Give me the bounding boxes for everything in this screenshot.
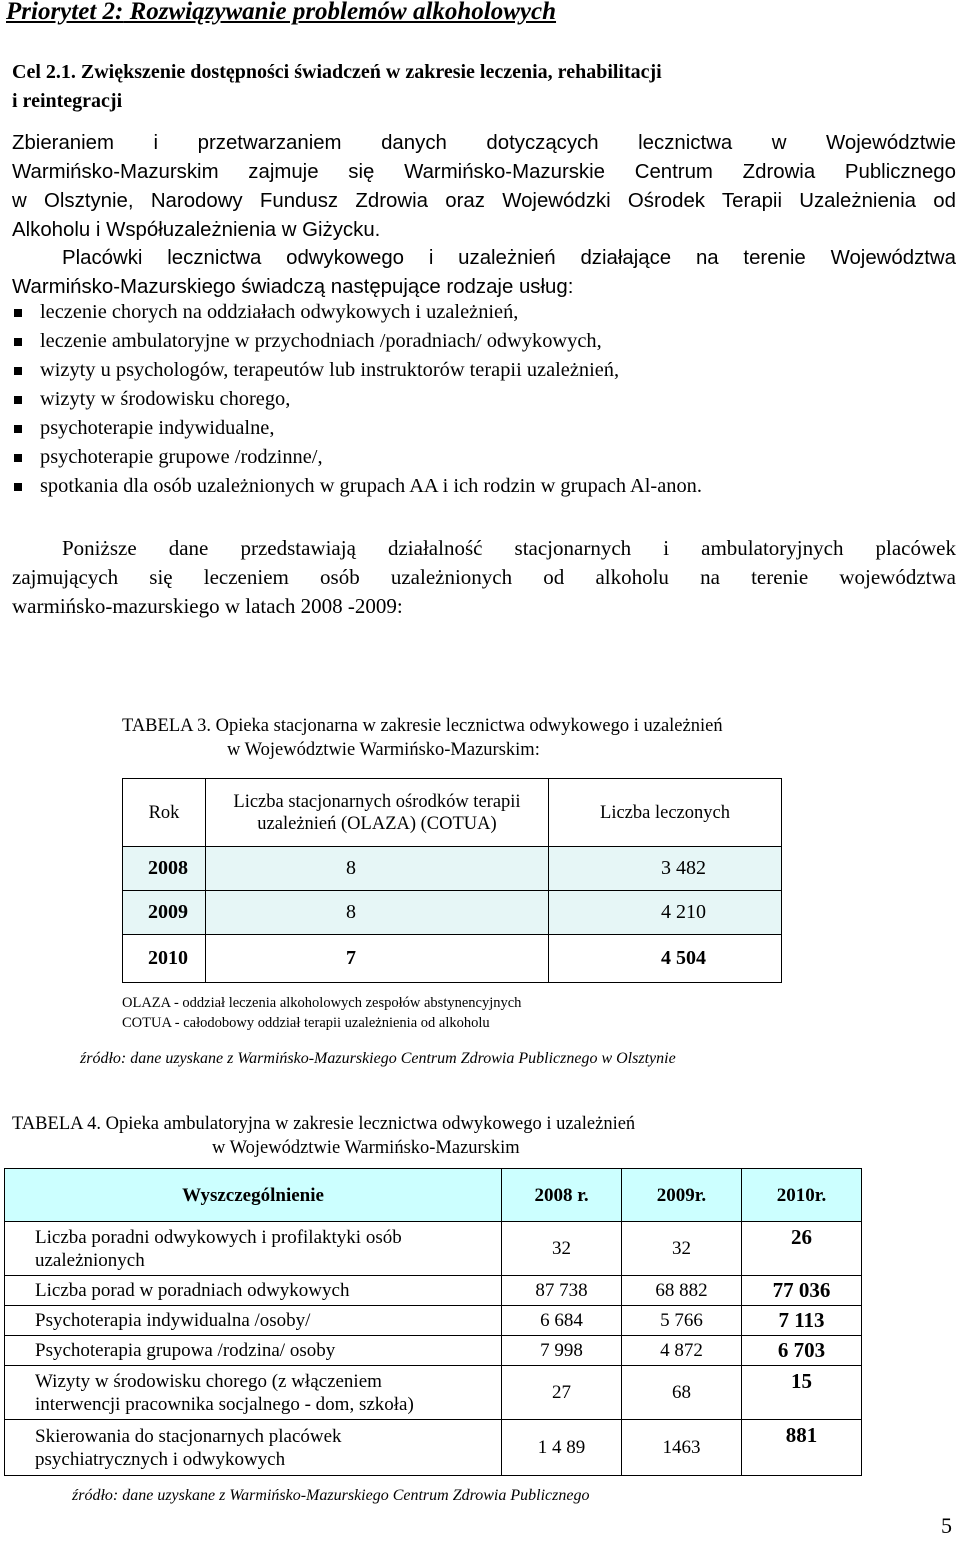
heading-title: Rozwiązywanie problemów alkoholowych	[123, 0, 557, 25]
table-row	[123, 847, 782, 891]
list-item: wizyty u psychologów, terapeutów lub instruktorów terapii uzależnień,	[12, 356, 702, 385]
row-label-line-2: uzależnionych	[35, 1249, 145, 1271]
table3-source: źródło: dane uzyskane z Warmińsko-Mazurskiego Centrum Zdrowia Publicznego w Olsztynie	[80, 1050, 676, 1067]
cell-2010: 77 036	[741, 1276, 861, 1306]
table4-caption-line-2: w Województwie Warmińsko-Mazurskim	[212, 1138, 520, 1158]
table4-source: źródło: dane uzyskane z Warmińsko-Mazurskiego Centrum Zdrowia Publicznego	[72, 1487, 590, 1504]
services-intro-line: Warmińsko-Mazurskiego świadczą następujące rodzaje usług:	[12, 276, 574, 298]
heading-prefix: Priorytet 2:	[6, 0, 124, 25]
list-item: leczenie chorych na oddziałach odwykowych i uzależnień,	[12, 298, 702, 327]
table3-caption-line-2: w Województwie Warmińsko-Mazurskim:	[227, 740, 540, 760]
intro-line: Warmińsko-Mazurskim zajmuje się Warmińsko-Mazurskie Centrum Zdrowia Publicznego	[12, 161, 956, 183]
data-intro-line: zajmujących się leczeniem osób uzależnionych od alkoholu na terenie województwa	[12, 565, 956, 589]
table-header-row	[5, 1169, 862, 1222]
cell-2010: 6 703	[741, 1336, 861, 1366]
row-label: Psychoterapia grupowa /rodzina/ osoby	[5, 1336, 502, 1366]
cell-year: 2009	[123, 891, 206, 935]
table3-caption-line-1: TABELA 3. Opieka stacjonarna w zakresie lecznictwa odwykowego i uzależnień	[122, 716, 723, 736]
cell-year: 2010	[123, 935, 206, 983]
header-item: Wyszczególnienie	[5, 1169, 502, 1222]
table4-caption	[12, 1112, 635, 1160]
header-centers-line-1: Liczba stacjonarnych ośrodków terapii	[233, 791, 521, 812]
data-intro-line: Poniższe dane przedstawiają działalność stacjonarnych i ambulatoryjnych placówek	[62, 536, 956, 560]
row-label-line-2: psychiatrycznych i odwykowych	[35, 1448, 286, 1470]
row-label-line-1: Liczba poradni odwykowych i profilaktyki osób	[35, 1226, 402, 1248]
cell-2009: 1463	[621, 1420, 741, 1476]
intro-line: Alkoholu i Współuzależnienia w Giżycku.	[12, 219, 381, 241]
data-intro-line: warmińsko-mazurskiego w latach 2008 -2009:	[12, 594, 403, 618]
table3-notes	[122, 993, 521, 1033]
cell-centers: 7	[206, 935, 549, 983]
list-item: leczenie ambulatoryjne w przychodniach /poradniach/ odwykowych,	[12, 327, 702, 356]
intro-line: Zbieraniem i przetwarzaniem danych dotyczących lecznictwa w Województwie	[12, 132, 956, 154]
services-list	[12, 298, 702, 501]
cell-2009: 32	[621, 1222, 741, 1276]
table-row	[123, 935, 782, 983]
table-row	[5, 1336, 862, 1366]
goal-line-1: Cel 2.1. Zwiększenie dostępności świadczeń w zakresie leczenia, rehabilitacji	[12, 61, 662, 83]
cell-2008: 87 738	[502, 1276, 622, 1306]
goal-line-2: i reintegracji	[12, 90, 123, 112]
cell-2010: 15	[741, 1366, 861, 1420]
header-2010: 2010r.	[741, 1169, 861, 1222]
row-label-line-1: Skierowania do stacjonarnych placówek	[35, 1425, 342, 1447]
table-row	[5, 1420, 862, 1476]
table3-inpatient-care	[122, 778, 782, 983]
cell-2009: 5 766	[621, 1306, 741, 1336]
cell-2009: 68	[621, 1366, 741, 1420]
header-centers	[206, 779, 549, 847]
cell-2009: 68 882	[621, 1276, 741, 1306]
row-label-line-1: Wizyty w środowisku chorego (z włączeniem	[35, 1370, 382, 1392]
goal-title	[12, 58, 912, 116]
cell-year: 2008	[123, 847, 206, 891]
cell-2010: 26	[741, 1222, 861, 1276]
row-label	[5, 1366, 502, 1420]
cell-2008: 32	[502, 1222, 622, 1276]
table4-caption-line-1: TABELA 4. Opieka ambulatoryjna w zakresie lecznictwa odwykowego i uzależnień	[12, 1114, 636, 1134]
cell-treated: 3 482	[549, 847, 782, 891]
cell-treated: 4 210	[549, 891, 782, 935]
table3-caption	[122, 714, 723, 762]
row-label: Psychoterapia indywidualna /osoby/	[5, 1306, 502, 1336]
cell-2010: 7 113	[741, 1306, 861, 1336]
services-intro-line: Placówki lecznictwa odwykowego i uzależnień działające na terenie Województwa	[62, 247, 956, 269]
table-row	[5, 1306, 862, 1336]
header-treated: Liczba leczonych	[549, 779, 782, 847]
row-label: Liczba porad w poradniach odwykowych	[5, 1276, 502, 1306]
table-row	[5, 1222, 862, 1276]
cell-centers: 8	[206, 891, 549, 935]
header-centers-line-2: uzależnień (OLAZA) (COTUA)	[257, 813, 497, 834]
list-item: psychoterapie indywidualne,	[12, 414, 702, 443]
header-year: Rok	[123, 779, 206, 847]
cell-2010: 881	[741, 1420, 861, 1476]
cell-treated: 4 504	[549, 935, 782, 983]
services-intro-paragraph	[12, 244, 956, 302]
cell-2008: 6 684	[502, 1306, 622, 1336]
table-row	[123, 891, 782, 935]
row-label	[5, 1420, 502, 1476]
table-row	[5, 1366, 862, 1420]
cell-2008: 1 4 89	[502, 1420, 622, 1476]
header-2009: 2009r.	[621, 1169, 741, 1222]
list-item: spotkania dla osób uzależnionych w grupach AA i ich rodzin w grupach Al-anon.	[12, 472, 702, 501]
table4-outpatient-care	[4, 1168, 862, 1476]
page-number: 5	[941, 1513, 952, 1538]
header-2008: 2008 r.	[502, 1169, 622, 1222]
intro-paragraph	[12, 129, 956, 245]
row-label	[5, 1222, 502, 1276]
cell-2009: 4 872	[621, 1336, 741, 1366]
list-item: wizyty w środowisku chorego,	[12, 385, 702, 414]
cell-2008: 27	[502, 1366, 622, 1420]
cell-2008: 7 998	[502, 1336, 622, 1366]
section-heading	[6, 0, 556, 26]
note-cotua: COTUA - całodobowy oddział terapii uzależnienia od alkoholu	[122, 1015, 490, 1031]
data-intro-paragraph	[12, 534, 956, 621]
row-label-line-2: interwencji pracownika socjalnego - dom, szkoła)	[35, 1393, 414, 1415]
table-row	[5, 1276, 862, 1306]
cell-centers: 8	[206, 847, 549, 891]
table-header-row	[123, 779, 782, 847]
intro-line: w Olsztynie, Narodowy Fundusz Zdrowia oraz Wojewódzki Ośrodek Terapii Uzależnienia od	[12, 190, 956, 212]
note-olaza: OLAZA - oddział leczenia alkoholowych zespołów abstynencyjnych	[122, 995, 522, 1011]
list-item: psychoterapie grupowe /rodzinne/,	[12, 443, 702, 472]
